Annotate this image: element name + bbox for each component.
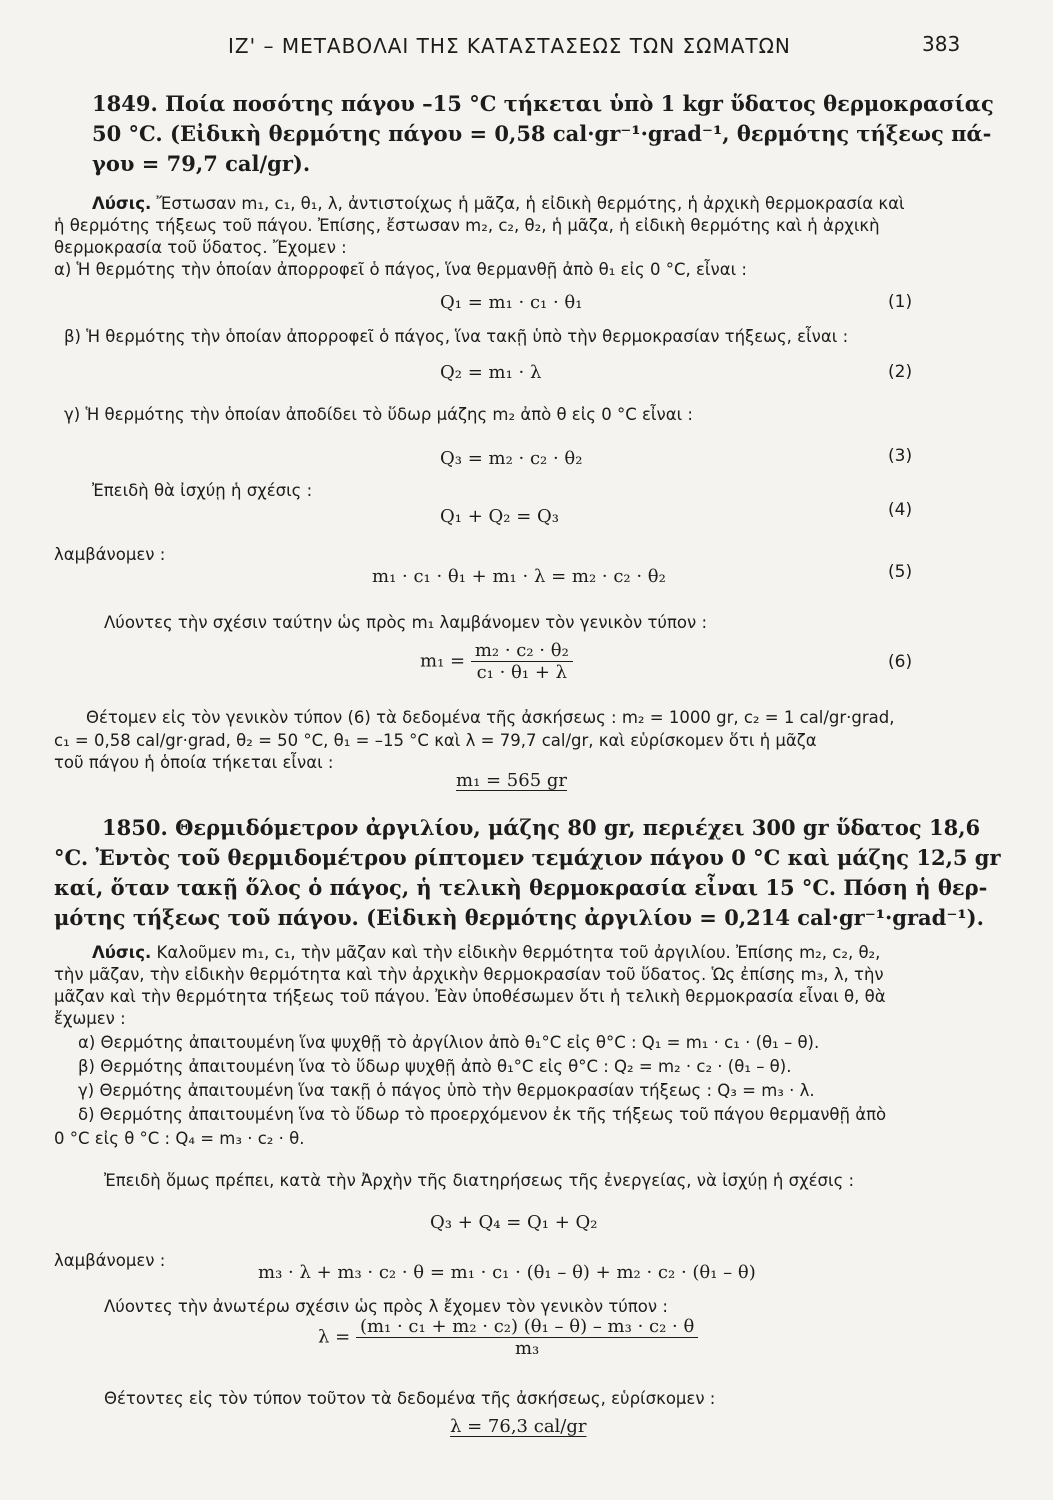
equation-balance: Q₃ + Q₄ = Q₁ + Q₂ <box>430 1212 598 1233</box>
we-get-text: λαμβάνομεν : <box>54 545 166 564</box>
intro-line-1: Καλοῦμεν m₁, c₁, τὴν μᾶζαν καὶ τὴν εἰδικὴν θερμότητα τοῦ ἀργιλίου. Ἐπίσης m₂, c₂, θ₂, <box>156 943 881 962</box>
intro-line-2: ἡ θερμότης τήξεως τοῦ πάγου. Ἐπίσης, ἔστωσαν m₂, c₂, θ₂, ἡ μᾶζα, ἡ εἰδικὴ θερμότης καὶ ἡ ἀρχικὴ <box>54 216 880 235</box>
equation-4: Q₁ + Q₂ = Q₃ <box>440 506 559 527</box>
problem-1850-line-4: μότης τήξεως τοῦ πάγου. (Εἰδικὴ θερμότης ἀργιλίου = 0,214 cal·gr⁻¹·grad⁻¹). <box>54 905 984 930</box>
equation-lambda <box>318 1316 698 1359</box>
step-a: α) Ἡ θερμότης τὴν ὁποίαν ἀπορροφεῖ ὁ πάγος, ἵνα θερμανθῇ ἀπὸ θ₁ εἰς 0 °C, εἶναι : <box>54 260 747 279</box>
equation-expanded: m₃ · λ + m₃ · c₂ · θ = m₁ · c₁ · (θ₁ – θ) + m₂ · c₂ · (θ₁ – θ) <box>258 1262 756 1283</box>
solution-1850-intro <box>92 942 880 964</box>
step-c: γ) Ἡ θερμότης τὴν ὁποίαν ἀποδίδει τὸ ὕδωρ μάζης m₂ ἀπὸ θ εἰς 0 °C εἶναι : <box>64 405 693 424</box>
equation-3: Q₃ = m₂ · c₂ · θ₂ <box>440 448 583 469</box>
substitution-line-2: c₁ = 0,58 cal/gr·grad, θ₂ = 50 °C, θ₁ = –15 °C καὶ λ = 79,7 cal/gr, καὶ εὑρίσκομεν ὅτι ἡ μᾶζα <box>54 731 817 750</box>
equation-6-denominator: c₁ · θ₁ + λ <box>476 662 568 683</box>
step-b: β) Θερμότης ἀπαιτουμένη ἵνα τὸ ὕδωρ ψυχθῇ ἀπὸ θ₁°C εἰς θ°C : Q₂ = m₂ · c₂ · (θ₁ – θ). <box>78 1057 792 1076</box>
equation-1: Q₁ = m₁ · c₁ · θ₁ <box>440 292 583 313</box>
solution-label: Λύσις. <box>92 194 152 213</box>
equation-6-lhs: m₁ = <box>420 650 466 672</box>
running-title: ΙΖ' – ΜΕΤΑΒΟΛΑΙ ΤΗΣ ΚΑΤΑΣΤΑΣΕΩΣ ΤΩΝ ΣΩΜΑΤΩΝ <box>228 34 791 58</box>
problem-1849-line-1: 1849. Ποία ποσότης πάγου –15 °C τήκεται ὑπὸ 1 kgr ὕδατος θερμοκρασίας <box>92 91 994 116</box>
problem-1850-line-3: καί, ὅταν τακῇ ὅλος ὁ πάγος, ἡ τελικὴ θερμοκρασία εἶναι 15 °C. Πόση ἡ θερ- <box>54 875 988 900</box>
equation-5: m₁ · c₁ · θ₁ + m₁ · λ = m₂ · c₂ · θ₂ <box>372 566 666 587</box>
equation-6-numerator: m₂ · c₂ · θ₂ <box>471 640 573 662</box>
step-a: α) Θερμότης ἀπαιτουμένη ἵνα ψυχθῇ τὸ ἀργίλιον ἀπὸ θ₁°C εἰς θ°C : Q₁ = m₁ · c₁ · (θ₁ – θ). <box>78 1033 820 1052</box>
equation-1-number: (1) <box>888 292 913 312</box>
equation-6-fraction <box>471 640 573 683</box>
substitution-line-1: Θέτομεν εἰς τὸν γενικὸν τύπον (6) τὰ δεδομένα τῆς ἀσκήσεως : m₂ = 1000 gr, c₂ = 1 cal/gr·grad, <box>86 708 895 727</box>
solving-text: Λύοντες τὴν σχέσιν ταύτην ὡς πρὸς m₁ λαμβάνομεν τὸν γενικὸν τύπον : <box>104 613 708 632</box>
equation-4-number: (4) <box>888 500 913 520</box>
step-d-line-1: δ) Θερμότης ἀπαιτουμένη ἵνα τὸ ὕδωρ τὸ προερχόμενον ἐκ τῆς τήξεως τοῦ πάγου θερμανθῇ ἀπὸ <box>78 1105 887 1124</box>
step-c: γ) Θερμότης ἀπαιτουμένη ἵνα τακῇ ὁ πάγος ὑπὸ τὴν θερμοκρασίαν τήξεως : Q₃ = m₃ · λ. <box>78 1081 815 1100</box>
answer-1850: λ = 76,3 cal/gr <box>450 1416 587 1437</box>
step-d-line-2: 0 °C εἰς θ °C : Q₄ = m₃ · c₂ · θ. <box>54 1129 305 1148</box>
equation-lambda-lhs: λ = <box>318 1326 351 1348</box>
substitution-line-3: τοῦ πάγου ἡ ὁποία τήκεται εἶναι : <box>54 753 334 772</box>
we-get-text: λαμβάνομεν : <box>54 1251 166 1270</box>
intro-line-3: μᾶζαν καὶ τὴν θερμότητα τήξεως τοῦ πάγου. Ἐὰν ὑποθέσωμεν ὅτι ἡ τελικὴ θερμοκρασία εἶναι θ, θὰ <box>54 987 886 1006</box>
problem-1850-line-2: °C. Ἐντὸς τοῦ θερμιδομέτρου ρίπτομεν τεμάχιον πάγου 0 °C καὶ μάζης 12,5 gr <box>54 845 1001 870</box>
since-text: Ἐπειδὴ ὅμως πρέπει, κατὰ τὴν Ἀρχὴν τῆς διατηρήσεως τῆς ἐνεργείας, νὰ ἰσχύῃ ἡ σχέσις : <box>104 1171 855 1190</box>
equation-5-number: (5) <box>888 562 913 582</box>
equation-2: Q₂ = m₁ · λ <box>440 362 542 383</box>
equation-lambda-denominator: m₃ <box>514 1338 540 1359</box>
intro-line-1: Ἔστωσαν m₁, c₁, θ₁, λ, ἀντιστοίχως ἡ μᾶζα, ἡ εἰδικὴ θερμότης, ἡ ἀρχικὴ θερμοκρασία καὶ <box>156 194 905 213</box>
solution-1849-intro <box>92 193 905 215</box>
intro-line-3: θερμοκρασία τοῦ ὕδατος. Ἔχομεν : <box>54 238 347 257</box>
equation-3-number: (3) <box>888 446 913 466</box>
substituting-text: Θέτοντες εἰς τὸν τύπον τοῦτον τὰ δεδομένα τῆς ἀσκήσεως, εὑρίσκομεν : <box>104 1389 716 1408</box>
solution-label: Λύσις. <box>92 943 152 962</box>
equation-lambda-numerator: (m₁ · c₁ + m₂ · c₂) (θ₁ – θ) – m₃ · c₂ · θ <box>356 1316 698 1338</box>
page-number: 383 <box>922 32 961 56</box>
since-text: Ἐπειδὴ θὰ ἰσχύῃ ἡ σχέσις : <box>92 481 313 500</box>
intro-line-2: τὴν μᾶζαν, τὴν εἰδικὴν θερμότητα καὶ τὴν ἀρχικὴν θερμοκρασίαν τοῦ ὕδατος. Ὡς ἐπίσης m₃, λ, τὴν <box>54 965 884 984</box>
equation-6 <box>420 640 573 683</box>
equation-2-number: (2) <box>888 362 913 382</box>
problem-1849-line-3: γου = 79,7 cal/gr). <box>92 151 311 176</box>
step-b: β) Ἡ θερμότης τὴν ὁποίαν ἀπορροφεῖ ὁ πάγος, ἵνα τακῇ ὑπὸ τὴν θερμοκρασίαν τήξεως, εἶναι : <box>64 327 849 346</box>
solving-text: Λύοντες τὴν ἀνωτέρω σχέσιν ὡς πρὸς λ ἔχομεν τὸν γενικὸν τύπον : <box>104 1297 668 1316</box>
problem-1849-line-2: 50 °C. (Εἰδικὴ θερμότης πάγου = 0,58 cal·gr⁻¹·grad⁻¹, θερμότης τήξεως πά- <box>92 121 992 146</box>
problem-1850-line-1: 1850. Θερμιδόμετρον ἀργιλίου, μάζης 80 gr, περιέχει 300 gr ὕδατος 18,6 <box>102 815 981 840</box>
intro-line-4: ἔχωμεν : <box>54 1009 126 1028</box>
answer-1849: m₁ = 565 gr <box>456 770 568 791</box>
page-header <box>0 30 1053 70</box>
equation-6-number: (6) <box>888 652 913 672</box>
equation-lambda-fraction <box>356 1316 698 1359</box>
